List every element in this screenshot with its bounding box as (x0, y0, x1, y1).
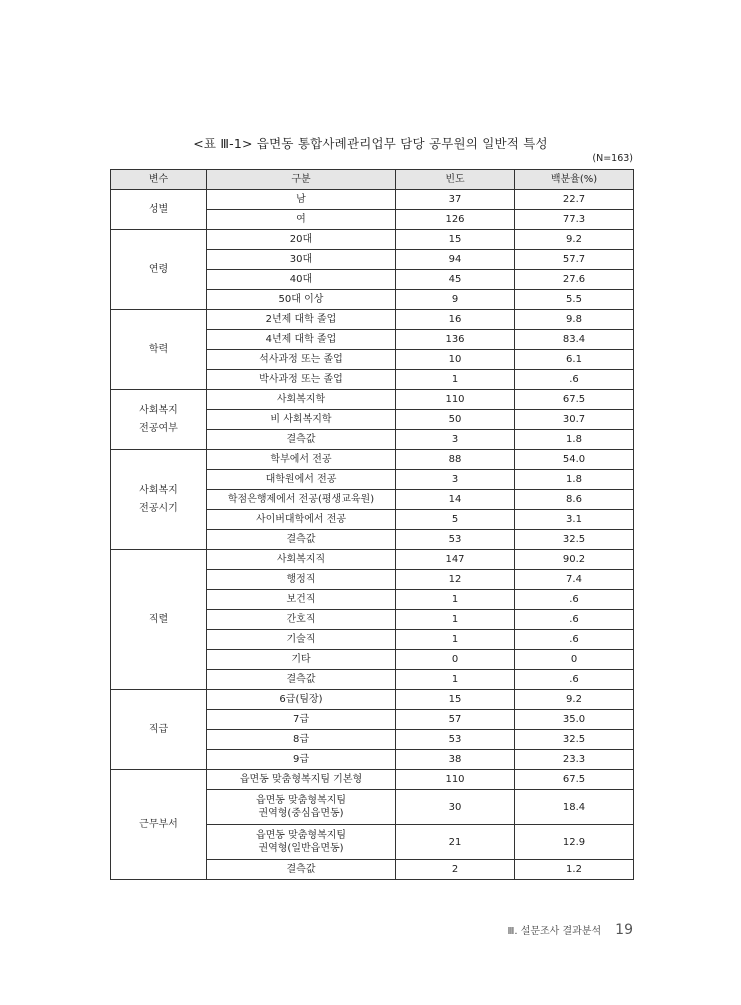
frequency-cell: 136 (396, 330, 515, 350)
variable-cell: 사회복지 전공여부 (111, 390, 207, 450)
percent-cell: 9.2 (515, 230, 634, 250)
frequency-cell: 21 (396, 825, 515, 860)
frequency-cell: 30 (396, 790, 515, 825)
frequency-cell: 2 (396, 860, 515, 880)
category-cell: 사이버대학에서 전공 (207, 510, 396, 530)
characteristics-table (110, 169, 634, 880)
variable-cell: 학력 (111, 310, 207, 390)
percent-cell: 90.2 (515, 550, 634, 570)
category-cell: 보건직 (207, 590, 396, 610)
frequency-cell: 3 (396, 430, 515, 450)
category-cell: 4년제 대학 졸업 (207, 330, 396, 350)
frequency-cell: 1 (396, 370, 515, 390)
category-cell: 50대 이상 (207, 290, 396, 310)
percent-cell: 8.6 (515, 490, 634, 510)
percent-cell: 54.0 (515, 450, 634, 470)
variable-cell: 연령 (111, 230, 207, 310)
category-cell: 7급 (207, 710, 396, 730)
category-cell: 석사과정 또는 졸업 (207, 350, 396, 370)
frequency-cell: 37 (396, 190, 515, 210)
category-cell: 30대 (207, 250, 396, 270)
percent-cell: 12.9 (515, 825, 634, 860)
header-category: 구분 (207, 170, 396, 190)
table-title: <표 Ⅲ-1> 읍면동 통합사례관리업무 담당 공무원의 일반적 특성 (193, 136, 548, 151)
table-row (111, 190, 634, 210)
page-footer (507, 922, 633, 938)
frequency-cell: 3 (396, 470, 515, 490)
percent-cell: .6 (515, 610, 634, 630)
percent-cell: 18.4 (515, 790, 634, 825)
percent-cell: 7.4 (515, 570, 634, 590)
frequency-cell: 9 (396, 290, 515, 310)
percent-cell: 9.8 (515, 310, 634, 330)
percent-cell: 32.5 (515, 730, 634, 750)
percent-cell: 5.5 (515, 290, 634, 310)
category-cell: 기타 (207, 650, 396, 670)
category-cell: 결측값 (207, 670, 396, 690)
category-cell: 40대 (207, 270, 396, 290)
frequency-cell: 53 (396, 730, 515, 750)
frequency-cell: 126 (396, 210, 515, 230)
category-cell: 결측값 (207, 430, 396, 450)
percent-cell: 57.7 (515, 250, 634, 270)
category-cell: 행정직 (207, 570, 396, 590)
table-row (111, 390, 634, 410)
category-cell: 기술직 (207, 630, 396, 650)
frequency-cell: 10 (396, 350, 515, 370)
category-cell: 결측값 (207, 530, 396, 550)
frequency-cell: 94 (396, 250, 515, 270)
frequency-cell: 88 (396, 450, 515, 470)
category-cell: 읍면동 맞춤형복지팀 권역형(중심읍면동) (207, 790, 396, 825)
category-cell: 20대 (207, 230, 396, 250)
percent-cell: 0 (515, 650, 634, 670)
percent-cell: 23.3 (515, 750, 634, 770)
percent-cell: 35.0 (515, 710, 634, 730)
category-cell: 2년제 대학 졸업 (207, 310, 396, 330)
percent-cell: 32.5 (515, 530, 634, 550)
category-cell: 박사과정 또는 졸업 (207, 370, 396, 390)
frequency-cell: 5 (396, 510, 515, 530)
header-frequency: 빈도 (396, 170, 515, 190)
percent-cell: .6 (515, 630, 634, 650)
percent-cell: 77.3 (515, 210, 634, 230)
frequency-cell: 50 (396, 410, 515, 430)
percent-cell: 67.5 (515, 390, 634, 410)
category-cell: 6급(팀장) (207, 690, 396, 710)
frequency-cell: 57 (396, 710, 515, 730)
variable-cell: 사회복지 전공시기 (111, 450, 207, 550)
table-header-row (111, 170, 634, 190)
category-cell: 읍면동 맞춤형복지팀 권역형(일반읍면동) (207, 825, 396, 860)
sample-size-label: (N=163) (592, 153, 633, 164)
header-variable: 변수 (111, 170, 207, 190)
frequency-cell: 0 (396, 650, 515, 670)
table-row (111, 230, 634, 250)
category-cell: 8급 (207, 730, 396, 750)
frequency-cell: 15 (396, 230, 515, 250)
percent-cell: 9.2 (515, 690, 634, 710)
percent-cell: 1.8 (515, 470, 634, 490)
frequency-cell: 12 (396, 570, 515, 590)
header-percent: 백분율(%) (515, 170, 634, 190)
category-cell: 결측값 (207, 860, 396, 880)
percent-cell: .6 (515, 370, 634, 390)
frequency-cell: 14 (396, 490, 515, 510)
percent-cell: 83.4 (515, 330, 634, 350)
percent-cell: 1.8 (515, 430, 634, 450)
frequency-cell: 110 (396, 770, 515, 790)
footer-section: Ⅲ. 설문조사 결과분석 (507, 926, 602, 937)
table-body (111, 190, 634, 880)
frequency-cell: 147 (396, 550, 515, 570)
frequency-cell: 15 (396, 690, 515, 710)
percent-cell: 67.5 (515, 770, 634, 790)
category-cell: 사회복지직 (207, 550, 396, 570)
percent-cell: .6 (515, 670, 634, 690)
frequency-cell: 1 (396, 590, 515, 610)
category-cell: 대학원에서 전공 (207, 470, 396, 490)
percent-cell: 1.2 (515, 860, 634, 880)
category-cell: 학점은행제에서 전공(평생교육원) (207, 490, 396, 510)
variable-cell: 근무부서 (111, 770, 207, 880)
frequency-cell: 45 (396, 270, 515, 290)
percent-cell: 22.7 (515, 190, 634, 210)
table-row (111, 550, 634, 570)
percent-cell: 3.1 (515, 510, 634, 530)
category-cell: 여 (207, 210, 396, 230)
table-row (111, 310, 634, 330)
category-cell: 간호직 (207, 610, 396, 630)
percent-cell: .6 (515, 590, 634, 610)
frequency-cell: 16 (396, 310, 515, 330)
frequency-cell: 38 (396, 750, 515, 770)
category-cell: 사회복지학 (207, 390, 396, 410)
frequency-cell: 1 (396, 670, 515, 690)
category-cell: 비 사회복지학 (207, 410, 396, 430)
table-row (111, 770, 634, 790)
frequency-cell: 1 (396, 630, 515, 650)
variable-cell: 직급 (111, 690, 207, 770)
category-cell: 9급 (207, 750, 396, 770)
percent-cell: 6.1 (515, 350, 634, 370)
category-cell: 남 (207, 190, 396, 210)
frequency-cell: 53 (396, 530, 515, 550)
page-number: 19 (615, 922, 633, 938)
frequency-cell: 1 (396, 610, 515, 630)
variable-cell: 성별 (111, 190, 207, 230)
table-row (111, 450, 634, 470)
category-cell: 학부에서 전공 (207, 450, 396, 470)
category-cell: 읍면동 맞춤형복지팀 기본형 (207, 770, 396, 790)
variable-cell: 직렬 (111, 550, 207, 690)
table-row (111, 690, 634, 710)
percent-cell: 30.7 (515, 410, 634, 430)
percent-cell: 27.6 (515, 270, 634, 290)
frequency-cell: 110 (396, 390, 515, 410)
